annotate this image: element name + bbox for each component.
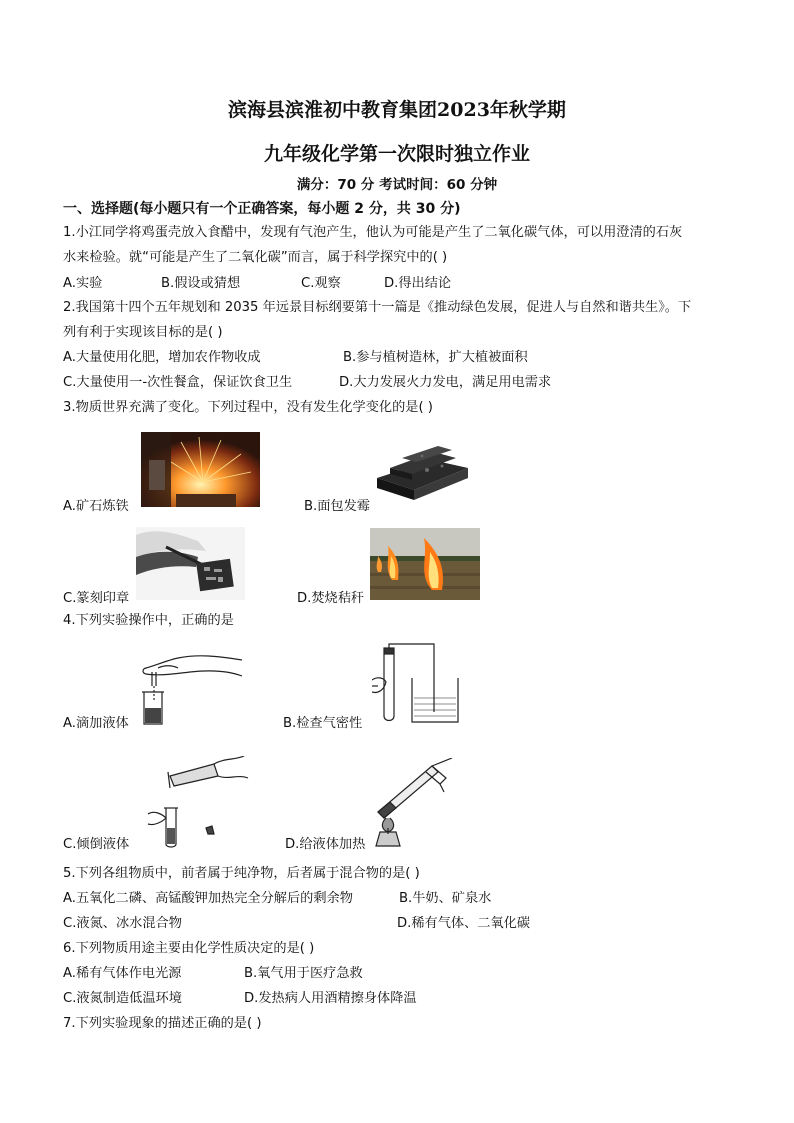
q5-option-d: D.稀有气体、二氧化碳 (397, 916, 531, 931)
exam-meta: 满分：70 分 考试时间：60 分钟 (296, 177, 498, 193)
q6-stem: 6.下列物质用途主要由化学性质决定的是( ) (63, 941, 315, 956)
pouring-diagram (140, 756, 250, 848)
q2-option-c: C.大量使用一-次性餐盒，保证饮食卫生 (63, 375, 293, 390)
q5-option-a: A.五氧化二磷、高锰酸钾加热完全分解后的剩余物 (63, 891, 353, 906)
q4-option-d: D.给液体加热 (285, 837, 366, 852)
q1-option-a: A.实验 (63, 276, 103, 291)
q5-stem: 5.下列各组物质中，前者属于纯净物，后者属于混合物的是( ) (63, 866, 420, 881)
q2-stem-line1: 2.我国第十四个五年规划和 2035 年远景目标纲要第十一篇是《推动绿色发展，促进人与自然和谐共生》。下 (63, 300, 692, 315)
section-heading: 一、选择题(每小题只有一个正确答案，每小题 2 分，共 30 分) (63, 201, 461, 217)
q2-option-d: D.大力发展火力发电，满足用电需求 (339, 375, 552, 390)
airtightness-diagram (372, 642, 478, 724)
exam-title-line1: 滨海县滨淮初中教育集团2023年秋学期 (228, 99, 566, 121)
q4-stem: 4.下列实验操作中，正确的是 (63, 613, 234, 628)
exam-title-line2: 九年级化学第一次限时独立作业 (263, 143, 530, 165)
q1-option-d: D.得出结论 (384, 276, 452, 291)
q5-option-b: B.牛奶、矿泉水 (399, 891, 492, 906)
q1-stem-line2: 水来检验。就“可能是产生了二氧化碳”而言，属于科学探究中的( ) (63, 250, 448, 265)
heating-diagram (370, 758, 478, 850)
q6-option-b: B.氧气用于医疗急救 (244, 966, 363, 981)
q1-option-c: C.观察 (301, 276, 341, 291)
q4-option-c: C.倾倒液体 (63, 837, 130, 852)
q1-option-b: B.假设或猜想 (161, 276, 241, 291)
q2-option-b: B.参与植树造林，扩大植被面积 (343, 350, 528, 365)
q7-stem: 7.下列实验现象的描述正确的是( ) (63, 1016, 262, 1031)
smelting-photo (141, 432, 260, 507)
q3-stem: 3.物质世界充满了变化。下列过程中，没有发生化学变化的是( ) (63, 400, 433, 415)
q2-option-a: A.大量使用化肥，增加农作物收成 (63, 350, 261, 365)
q4-option-a: A.滴加液体 (63, 716, 129, 731)
q4-option-b: B.检查气密性 (283, 716, 363, 731)
q5-option-c: C.液氮、冰水混合物 (63, 916, 182, 931)
q3-option-b: B.面包发霉 (304, 499, 370, 514)
moldy-bread-photo (372, 440, 474, 502)
q3-option-c: C.篆刻印章 (63, 591, 130, 606)
q2-stem-line2: 列有利于实现该目标的是( ) (63, 325, 223, 340)
q6-option-a: A.稀有气体作电光源 (63, 966, 182, 981)
dropper-diagram (138, 646, 243, 726)
q6-option-d: D.发热病人用酒精擦身体降温 (244, 991, 417, 1006)
seal-carving-photo (136, 527, 245, 600)
burning-straw-photo (370, 528, 480, 600)
q3-option-d: D.焚烧秸秆 (297, 591, 365, 606)
q1-stem-line1: 1.小江同学将鸡蛋壳放入食醋中，发现有气泡产生，他认为可能是产生了二氧化碳气体，可以用澄清的石灰 (63, 225, 683, 240)
q3-option-a: A.矿石炼铁 (63, 499, 129, 514)
q6-option-c: C.液氮制造低温环境 (63, 991, 182, 1006)
